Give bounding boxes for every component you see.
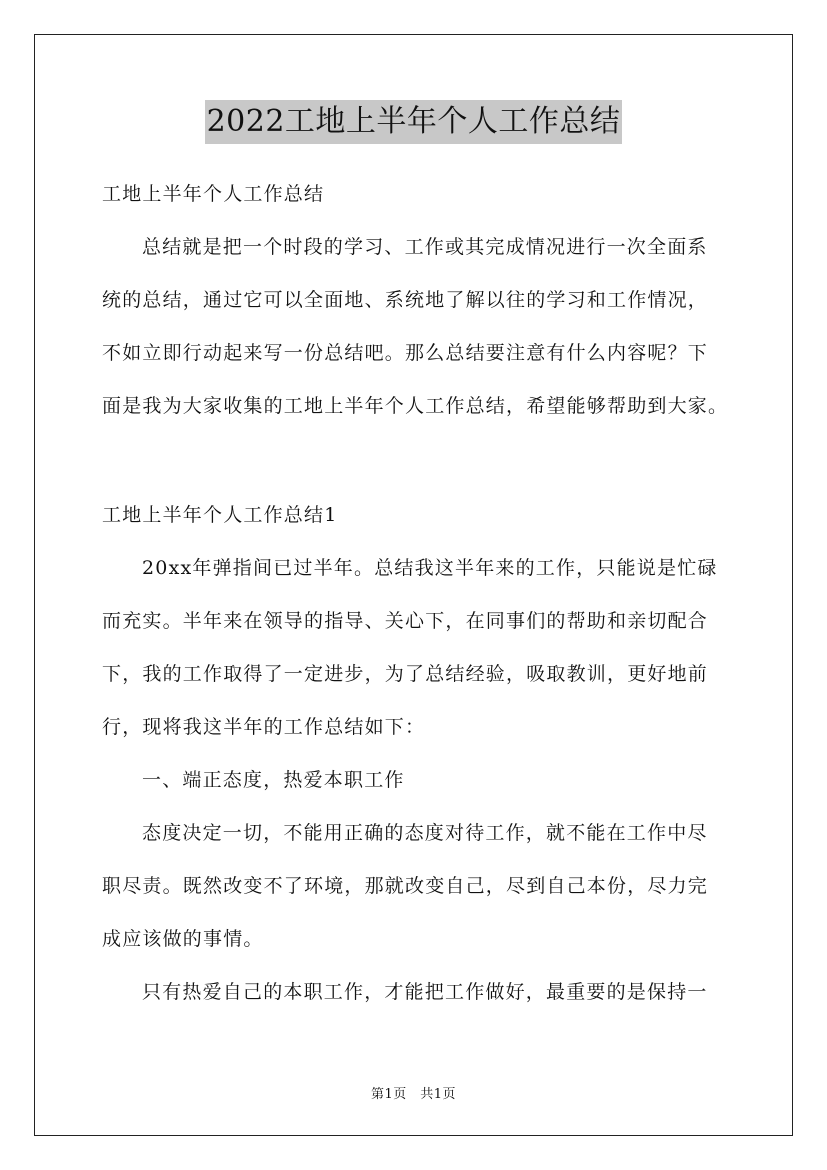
- title-container: [0, 100, 827, 144]
- page-number: 第1页 共1页: [370, 1087, 457, 1102]
- document-title: 2022工地上半年个人工作总结: [205, 100, 623, 144]
- section-line-1: 20xx年弹指间已过半年。总结我这半年来的工作，只能说是忙碌: [142, 557, 718, 579]
- point-heading: 一、端正态度，热爱本职工作: [142, 769, 405, 791]
- point-next-line: 只有热爱自己的本职工作，才能把工作做好，最重要的是保持一: [142, 981, 708, 1003]
- intro-line-2: 统的总结，通过它可以全面地、系统地了解以往的学习和工作情况，: [102, 289, 709, 311]
- section-line-3: 下，我的工作取得了一定进步，为了总结经验，吸取教训，更好地前: [102, 663, 709, 685]
- paragraph-gap: [102, 441, 742, 497]
- intro-line-4: 面是我为大家收集的工地上半年个人工作总结，希望能够帮助到大家。: [102, 395, 729, 417]
- point-line-2: 职尽责。既然改变不了环境，那就改变自己，尽到自己本份，尽力完: [102, 875, 709, 897]
- section-heading: 工地上半年个人工作总结1: [102, 504, 338, 526]
- point-line-3: 成应该做的事情。: [102, 928, 264, 950]
- document-subtitle: 工地上半年个人工作总结: [102, 183, 325, 205]
- section-line-2: 而充实。半年来在领导的指导、关心下，在同事们的帮助和亲切配合: [102, 610, 709, 632]
- section-line-4: 行，现将我这半年的工作总结如下：: [102, 716, 426, 738]
- intro-line-3: 不如立即行动起来写一份总结吧。那么总结要注意有什么内容呢？下: [102, 342, 709, 364]
- intro-line-1: 总结就是把一个时段的学习、工作或其完成情况进行一次全面系: [142, 236, 708, 258]
- point-line-1: 态度决定一切，不能用正确的态度对待工作，就不能在工作中尽: [142, 822, 708, 844]
- document-body: [102, 176, 742, 1027]
